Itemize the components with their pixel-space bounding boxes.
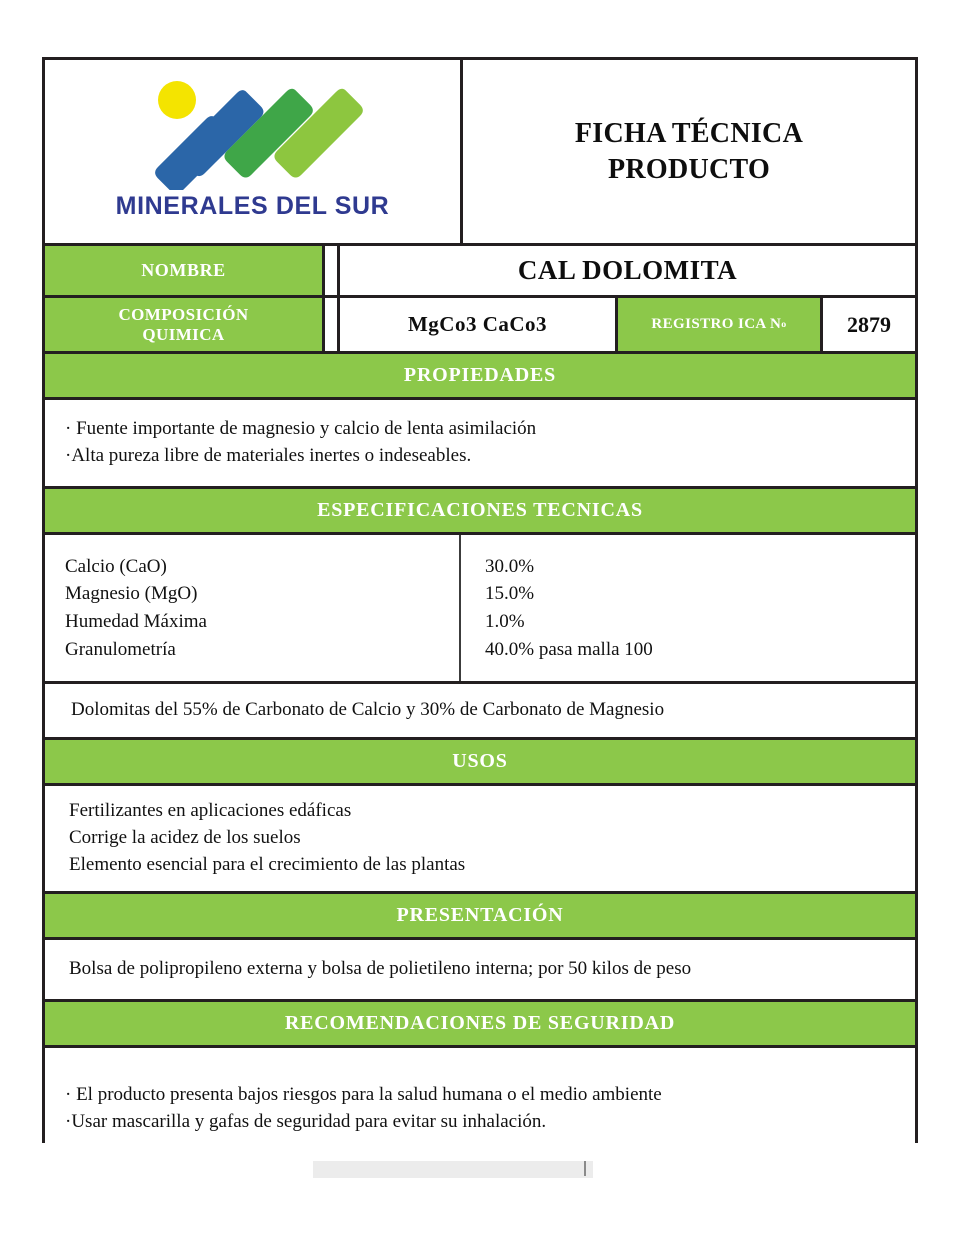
table-row: 15.0% <box>485 583 535 605</box>
especificaciones-note-text: Dolomitas del 55% de Carbonato de Calcio y 30% de Carbonato de Magnesio <box>71 699 665 721</box>
propiedades-item: · Fuente importante de magnesio y calcio de lenta asimilación <box>65 418 537 439</box>
nombre-spacer <box>325 246 340 295</box>
composicion-formula: MgCo3 CaCo3 <box>340 298 618 351</box>
nombre-value: CAL DOLOMITA <box>517 255 738 285</box>
presentacion-content <box>45 940 915 1002</box>
especificaciones-banner: ESPECIFICACIONES TECNICAS <box>45 489 915 535</box>
propiedades-banner: PROPIEDADES <box>45 354 915 400</box>
usos-item: Fertilizantes en aplicaciones edáficas <box>69 800 352 822</box>
presentacion-banner: PRESENTACIÓN <box>45 894 915 940</box>
usos-item: Corrige la acidez de los suelos <box>69 827 301 849</box>
propiedades-item: ·Alta pureza libre de materiales inertes o indeseables. <box>65 444 472 466</box>
composicion-spacer <box>325 298 340 351</box>
footer-caret-artifact <box>584 1161 586 1176</box>
title-line-2: PRODUCTO <box>607 153 771 185</box>
especificaciones-note <box>45 684 915 740</box>
composicion-row <box>45 298 915 354</box>
document-header <box>45 60 915 246</box>
sun-circle-icon <box>158 81 196 119</box>
logo-graphic <box>142 78 364 190</box>
usos-content <box>45 786 915 894</box>
seguridad-item: ·Usar mascarilla y gafas de seguridad para evitar su inhalación. <box>65 1110 547 1132</box>
composicion-label-line-2: QUIMICA <box>142 324 225 344</box>
table-row: 30.0% <box>485 555 535 577</box>
especificaciones-parameters-column <box>45 535 461 681</box>
seguridad-banner: RECOMENDACIONES DE SEGURIDAD <box>45 1002 915 1048</box>
especificaciones-values-column <box>461 535 915 681</box>
usos-banner: USOS <box>45 740 915 786</box>
registro-ica-label <box>618 298 823 351</box>
title-line-1: FICHA TÉCNICA <box>574 118 804 150</box>
table-row: Humedad Máxima <box>65 611 207 633</box>
table-row: Magnesio (MgO) <box>65 583 198 605</box>
nombre-row <box>45 246 915 298</box>
registro-ica-label-superscript: o <box>781 319 787 330</box>
composicion-label <box>45 298 325 351</box>
composicion-label-line-1: COMPOSICIÓN <box>118 304 249 324</box>
table-row: Calcio (CaO) <box>65 555 167 577</box>
logo-mark <box>142 78 364 190</box>
seguridad-item: · El producto presenta bajos riesgos para la salud humana o el medio ambiente <box>65 1083 662 1105</box>
propiedades-content <box>45 400 915 489</box>
registro-ica-value: 2879 <box>847 311 891 337</box>
product-datasheet <box>42 57 918 1143</box>
company-logo <box>45 60 463 243</box>
usos-item: Elemento esencial para el crecimiento de las plantas <box>69 854 466 876</box>
table-row: 1.0% <box>485 611 525 633</box>
especificaciones-table <box>45 535 915 684</box>
presentacion-text: Bolsa de polipropileno externa y bolsa de polietileno interna; por 50 kilos de peso <box>69 958 692 979</box>
nombre-label: NOMBRE <box>45 246 325 295</box>
table-row: Granulometría <box>65 638 176 660</box>
document-title <box>463 60 915 243</box>
table-row: 40.0% pasa malla 100 <box>485 638 653 660</box>
registro-ica-label-text: REGISTRO ICA N <box>651 316 782 332</box>
logo-wordmark: MINERALES DEL SUR <box>115 192 390 220</box>
footer-scan-artifact <box>313 1161 593 1178</box>
